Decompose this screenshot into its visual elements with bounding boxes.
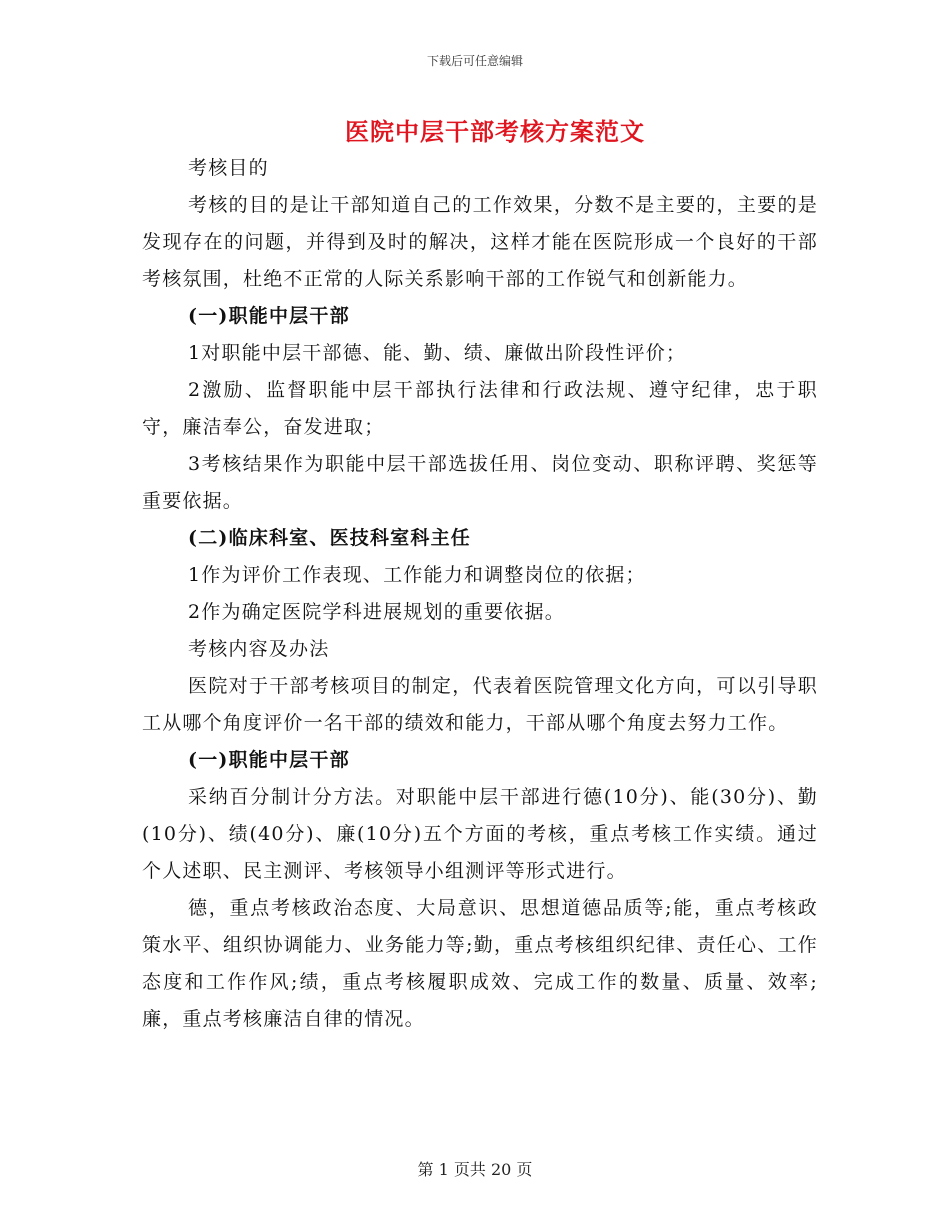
list-item-3: 3考核结果作为职能中层干部选拔任用、岗位变动、职称评聘、奖惩等重要依据。	[142, 453, 818, 512]
paragraph-criteria-detail: 德，重点考核政治态度、大局意识、思想道德品质等;能，重点考核政策水平、组织协调能力、业务能力等;勤，重点考核组织纪律、责任心、工作态度和工作作风;绩，重点考核履职成效、完成工作的数量、质量、效率;廉，重点考核廉洁自律的情况。	[142, 897, 818, 1030]
document-title: 医院中层干部考核方案范文	[345, 117, 645, 146]
list-item-1: 1对职能中层干部德、能、勤、绩、廉做出阶段性评价；	[188, 342, 687, 364]
page-number: 第 1 页共 20 页	[417, 1160, 533, 1179]
section-heading-purpose: 考核目的	[188, 157, 269, 179]
subheading-functional-cadres-2: (一)职能中层干部	[188, 749, 350, 771]
paragraph-purpose: 考核的目的是让干部知道自己的工作效果，分数不是主要的，主要的是发现存在的问题，并得到及时的解决，这样才能在医院形成一个良好的干部考核氛围，杜绝不正常的人际关系影响干部的工作锐气和创新能力。	[142, 194, 818, 290]
paragraph-content-method: 医院对于干部考核项目的制定，代表着医院管理文化方向，可以引导职工从哪个角度评价一名干部的绩效和能力，干部从哪个角度去努力工作。	[142, 675, 818, 734]
subheading-functional-cadres: (一)职能中层干部	[188, 305, 350, 327]
header-note: 下载后可任意编辑	[426, 54, 523, 68]
subheading-clinical-directors: (二)临床科室、医技科室科主任	[188, 527, 471, 549]
section-heading-content-method: 考核内容及办法	[188, 638, 330, 660]
list-item-2: 2激励、监督职能中层干部执行法律和行政法规、遵守纪律，忠于职守，廉洁奉公，奋发进取；	[142, 379, 818, 438]
document-body	[142, 150, 818, 1038]
paragraph-scoring-method: 采纳百分制计分方法。对职能中层干部进行德(10分)、能(30分)、勤(10分)、绩(40分)、廉(10分)五个方面的考核，重点考核工作实绩。通过个人述职、民主测评、考核领导小组测评等形式进行。	[142, 786, 818, 882]
list-item-5: 2作为确定医院学科进展规划的重要依据。	[188, 601, 565, 623]
list-item-4: 1作为评价工作表现、工作能力和调整岗位的依据；	[188, 564, 646, 586]
